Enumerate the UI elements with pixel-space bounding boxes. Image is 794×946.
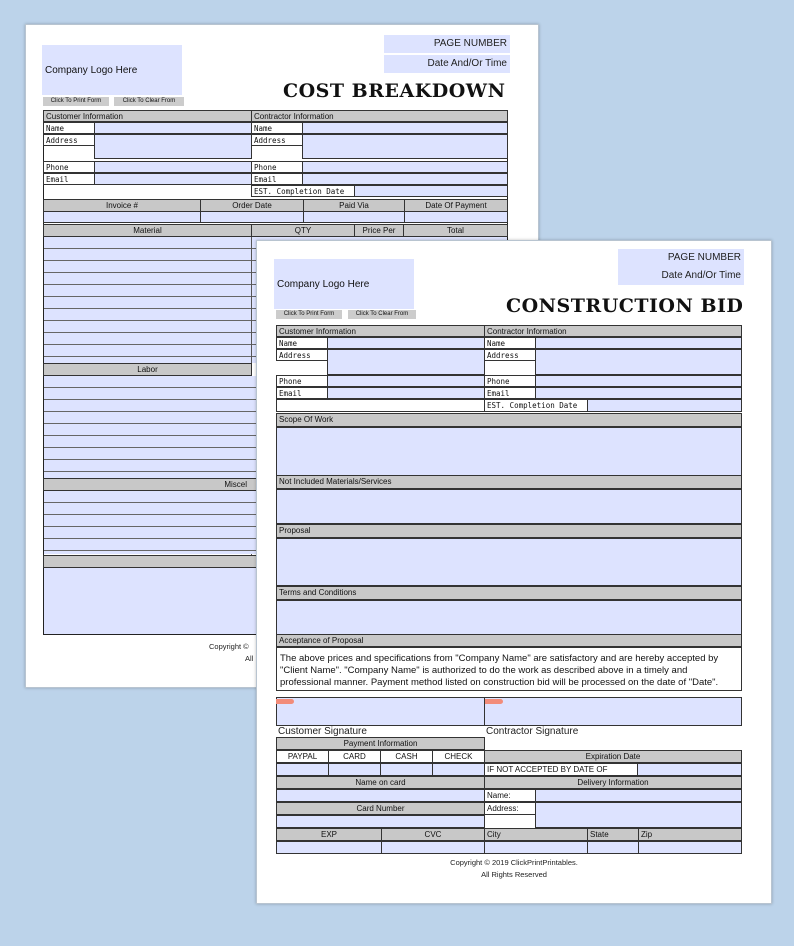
payment-method-paypal: PAYPAL — [276, 750, 329, 763]
not-included-field[interactable] — [276, 489, 742, 524]
page-number-field[interactable]: PAGE NUMBER — [618, 249, 744, 267]
city-header: City — [484, 828, 588, 841]
copyright-text: Copyright © 2019 ClickPrintPrintables. — [450, 858, 578, 867]
customer-signature-field[interactable] — [276, 697, 485, 726]
acceptance-header: Acceptance of Proposal — [276, 634, 742, 647]
customer-info-header: Customer Information — [43, 110, 252, 122]
paid-via-header: Paid Via — [303, 199, 405, 212]
misc-header-label: Miscel — [224, 480, 247, 489]
zip-field[interactable] — [638, 841, 742, 854]
clear-form-button[interactable]: Click To Clear From — [348, 310, 416, 319]
delivery-name-label: Name: — [484, 789, 536, 802]
payment-info-header: Payment Information — [276, 737, 485, 750]
contractor-name-label: Name — [484, 337, 536, 349]
rights-partial: All — [245, 654, 254, 663]
if-not-accepted-label: IF NOT ACCEPTED BY DATE OF — [484, 763, 638, 776]
contractor-name-field[interactable] — [302, 122, 508, 134]
rights-text: All Rights Reserved — [481, 870, 547, 879]
customer-name-field[interactable] — [94, 122, 252, 134]
customer-phone-field[interactable] — [94, 161, 252, 173]
contractor-phone-label: Phone — [484, 375, 536, 387]
check-checkbox[interactable] — [432, 763, 485, 776]
contractor-signature-field[interactable] — [484, 697, 742, 726]
name-on-card-field[interactable] — [276, 789, 485, 802]
contractor-info-header: Contractor Information — [484, 325, 742, 337]
contractor-email-field[interactable] — [535, 387, 742, 399]
contractor-name-label: Name — [251, 122, 303, 134]
terms-field[interactable] — [276, 600, 742, 635]
scope-of-work-field[interactable] — [276, 427, 742, 476]
payment-method-cash: CASH — [380, 750, 433, 763]
not-included-header: Not Included Materials/Services — [276, 475, 742, 489]
proposal-header: Proposal — [276, 524, 742, 538]
clear-form-button[interactable]: Click To Clear From — [114, 97, 184, 106]
contractor-phone-field[interactable] — [535, 375, 742, 387]
est-completion-label: EST. Completion Date — [251, 185, 355, 197]
payment-method-check: CHECK — [432, 750, 485, 763]
qty-header: QTY — [251, 224, 355, 237]
expiration-date-field[interactable] — [637, 763, 742, 776]
cvc-header: CVC — [381, 828, 485, 841]
signature-pin-icon — [276, 699, 294, 704]
copyright-partial: Copyright © — [209, 642, 249, 651]
customer-email-label: Email — [43, 173, 95, 185]
customer-info-header: Customer Information — [276, 325, 485, 337]
est-completion-field[interactable] — [354, 185, 508, 197]
customer-email-field[interactable] — [94, 173, 252, 185]
contractor-address-field[interactable] — [302, 134, 508, 159]
delivery-info-header: Delivery Information — [484, 776, 742, 789]
proposal-field[interactable] — [276, 538, 742, 586]
city-field[interactable] — [484, 841, 588, 854]
form-title: CONSTRUCTION BID — [506, 295, 744, 317]
construction-bid-page — [256, 240, 772, 904]
page-number-field[interactable]: PAGE NUMBER — [384, 35, 510, 53]
customer-name-label: Name — [276, 337, 328, 349]
paid-via-field[interactable] — [303, 211, 405, 223]
expiration-date-header: Expiration Date — [484, 750, 742, 763]
customer-phone-label: Phone — [43, 161, 95, 173]
customer-phone-label: Phone — [276, 375, 328, 387]
state-field[interactable] — [587, 841, 639, 854]
customer-address-field[interactable] — [94, 134, 252, 159]
paypal-checkbox[interactable] — [276, 763, 329, 776]
contractor-phone-label: Phone — [251, 161, 303, 173]
est-completion-label: EST. Completion Date — [484, 399, 588, 412]
company-logo-placeholder: Company Logo Here — [274, 259, 414, 309]
customer-phone-field[interactable] — [327, 375, 485, 387]
customer-name-label: Name — [43, 122, 95, 134]
contractor-phone-field[interactable] — [302, 161, 508, 173]
customer-extra-field[interactable] — [276, 399, 485, 412]
signature-pin-icon — [485, 699, 503, 704]
card-number-field[interactable] — [276, 815, 485, 828]
acceptance-text: The above prices and specifications from "Company Name" are satisfactory and are hereby accepted by "Client Name". "Company Name" is authorized to do the work as described above in a timely and professional manner. Payment method listed on construction bid will be processed on the date of "Date". — [280, 653, 719, 688]
customer-email-label: Email — [276, 387, 328, 399]
date-of-payment-field[interactable] — [404, 211, 508, 223]
contractor-signature-label: Contractor Signature — [486, 726, 579, 737]
est-completion-field[interactable] — [587, 399, 742, 412]
exp-field[interactable] — [276, 841, 382, 854]
labor-header: Labor — [43, 363, 252, 376]
company-logo-placeholder: Company Logo Here — [42, 45, 182, 95]
contractor-address-label: Address — [251, 134, 303, 146]
contractor-email-field[interactable] — [302, 173, 508, 185]
total-header: Total — [403, 224, 508, 237]
customer-name-field[interactable] — [327, 337, 485, 349]
card-number-header: Card Number — [276, 802, 485, 815]
customer-email-field[interactable] — [327, 387, 485, 399]
date-time-field[interactable]: Date And/Or Time — [618, 267, 744, 285]
name-on-card-header: Name on card — [276, 776, 485, 789]
payment-method-card: CARD — [328, 750, 381, 763]
contractor-address-field[interactable] — [535, 349, 742, 375]
zip-header: Zip — [638, 828, 742, 841]
delivery-name-field[interactable] — [535, 789, 742, 802]
date-time-field[interactable]: Date And/Or Time — [384, 55, 510, 73]
form-title: COST BREAKDOWN — [283, 80, 506, 102]
state-header: State — [587, 828, 639, 841]
material-header: Material — [43, 224, 252, 237]
contractor-name-field[interactable] — [535, 337, 742, 349]
invoice-number-field[interactable] — [43, 211, 201, 223]
order-date-field[interactable] — [200, 211, 304, 223]
delivery-address-label: Address: — [484, 802, 536, 815]
scope-of-work-header: Scope Of Work — [276, 413, 742, 427]
terms-header: Terms and Conditions — [276, 586, 742, 600]
price-per-header: Price Per — [354, 224, 404, 237]
customer-signature-label: Customer Signature — [278, 726, 367, 737]
contractor-address-label: Address — [484, 349, 536, 361]
customer-address-label: Address — [276, 349, 328, 361]
card-checkbox[interactable] — [328, 763, 381, 776]
exp-header: EXP — [276, 828, 382, 841]
contractor-info-header: Contractor Information — [251, 110, 508, 122]
customer-address-label: Address — [43, 134, 95, 146]
delivery-address-field[interactable] — [535, 802, 742, 828]
customer-address-field[interactable] — [327, 349, 485, 375]
cash-checkbox[interactable] — [380, 763, 433, 776]
print-form-button[interactable]: Click To Print Form — [43, 97, 109, 106]
date-of-payment-header: Date Of Payment — [404, 199, 508, 212]
cvc-field[interactable] — [381, 841, 485, 854]
print-form-button[interactable]: Click To Print Form — [276, 310, 342, 319]
contractor-email-label: Email — [484, 387, 536, 399]
contractor-email-label: Email — [251, 173, 303, 185]
invoice-number-header: Invoice # — [43, 199, 201, 212]
order-date-header: Order Date — [200, 199, 304, 212]
